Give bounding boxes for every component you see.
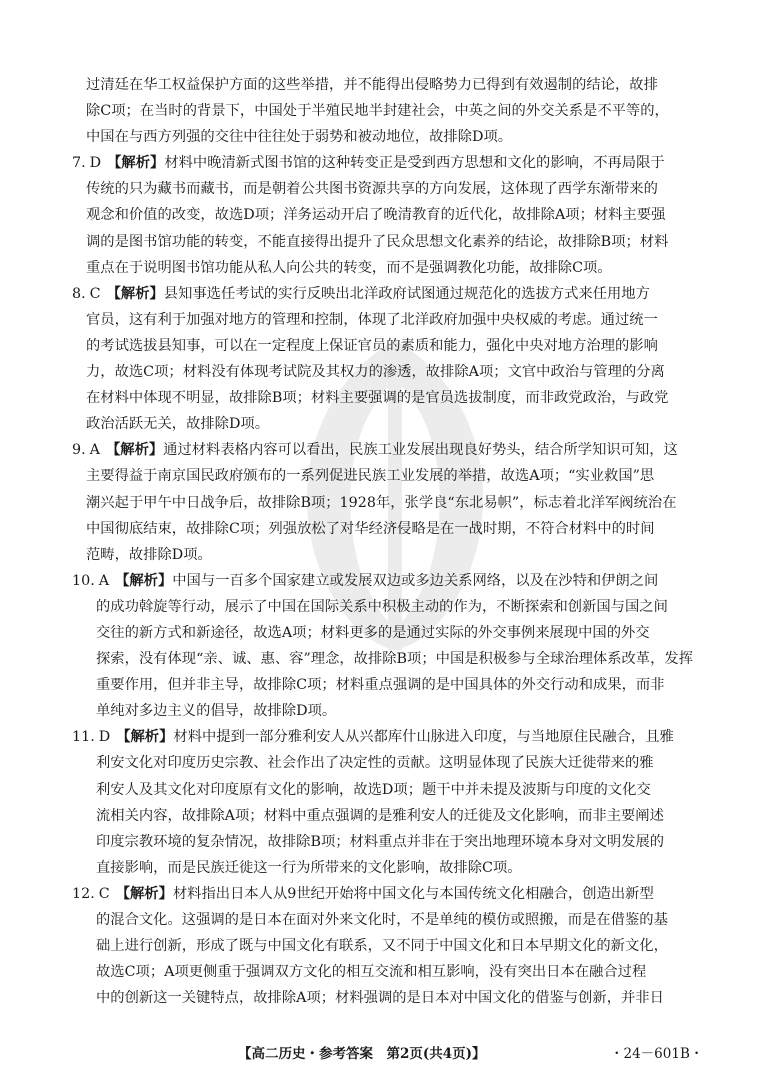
answer-line: 交往的新方式和新途径，故选A项；材料更多的是通过实际的外交事例来展现中国的外交 xyxy=(96,624,650,641)
question-number: 8. xyxy=(72,285,86,302)
answer-line: 中国彻底结束，故排除C项；列强放松了对华经济侵略是在一战时期，不符合材料中的时间 xyxy=(86,520,655,537)
answer-items xyxy=(72,150,708,1011)
answer-text: 县知事选任考试的实行反映出北洋政府试图通过规范化的选拔方式来任用地方 xyxy=(163,285,650,302)
analysis-tag: 【解析】 xyxy=(105,442,164,459)
answer-letter: D xyxy=(89,155,102,172)
question-number: 11. xyxy=(72,729,95,746)
intro-line: 除C项；在当时的背景下，中国处于半殖民地半封建社会，中英之间的外交关系是不平等的， xyxy=(86,103,669,120)
answer-item xyxy=(72,724,708,881)
intro-line: 中国在与西方列强的交往中往往处于弱势和被动地位，故排除D项。 xyxy=(86,129,513,146)
answer-line: 官员，这有利于加强对地方的管理和控制，体现了北洋政府加强中央权威的考虑。通过统一 xyxy=(86,311,658,328)
answer-line: 利安文化对印度历史宗教、社会作出了决定性的贡献。这明显体现了民族大迁徙带来的雅 xyxy=(96,755,654,772)
answer-line: 力，故选C项；材料没有体现考试院及其权力的渗透，故排除A项；文官中政治与管理的分离 xyxy=(86,364,665,381)
answer-line: 利安人及其文化对印度原有文化的影响，故选D项；题干中并未提及波斯与印度的文化交 xyxy=(96,781,651,798)
answer-letter: C xyxy=(89,285,101,302)
intro-line: 过清廷在华工权益保护方面的这些举措，并不能得出侵略势力已得到有效遏制的结论，故排 xyxy=(86,77,658,93)
page-footer xyxy=(0,1042,764,1062)
answer-line: 传统的只为藏书而藏书，而是朝着公共图书资源共享的方向发展，这体现了西学东渐带来的 xyxy=(86,181,658,198)
answer-letter: A xyxy=(98,572,110,589)
answer-line: 在材料中体现不明显，故排除B项；材料主要强调的是官员选拔制度，而非政党政治，与政党 xyxy=(86,390,669,407)
answer-line: 潮兴起于甲午中日战争后，故排除B项；1928年，张学良“东北易帜”，标志着北洋军阀统治在 xyxy=(86,494,677,511)
answer-line: 重点在于说明图书馆功能从私人向公共的转变，而不是强调教化功能，故排除C项。 xyxy=(86,259,612,276)
answer-line: 故选C项；A项更侧重于强调双方文化的相互交流和相互影响，没有突出日本在融合过程 xyxy=(96,964,647,981)
analysis-tag: 【解析】 xyxy=(107,155,165,172)
answer-line: 流相关内容，故排除A项；材料中重点强调的是雅利安人的迁徙及文化影响，而非主要阐述 xyxy=(96,807,664,824)
analysis-tag: 【解析】 xyxy=(115,885,173,902)
analysis-tag: 【解析】 xyxy=(106,285,164,302)
answer-line: 单纯对多边主义的倡导，故排除D项。 xyxy=(96,703,337,720)
answer-line: 政治活跃无关，故排除D项。 xyxy=(86,416,270,433)
question-number: 10. xyxy=(72,572,95,589)
answer-first-line xyxy=(72,437,708,463)
answer-first-line xyxy=(72,150,708,176)
analysis-tag: 【解析】 xyxy=(115,572,173,589)
answer-line: 的混合文化。这强调的是日本在面对外来文化时，不是单纯的模仿或照搬，而是在借鉴的基 xyxy=(96,912,668,928)
answer-line: 础上进行创新，形成了既与中国文化有联系，又不同于中国文化和日本早期文化的新文化， xyxy=(96,938,668,955)
question-number: 7. xyxy=(72,155,86,172)
answer-first-line xyxy=(72,881,708,907)
answer-text: 材料中提到一部分雅利安人从兴都库什山脉进入印度，与当地原住民融合，且雅 xyxy=(173,729,674,746)
answer-first-line xyxy=(72,724,708,750)
answer-text: 材料中晚清新式图书馆的这种转变正是受到西方思想和文化的影响，不再局限于 xyxy=(164,155,665,172)
answer-line: 范畴，故排除D项。 xyxy=(86,546,212,563)
answer-line: 的考试选拔县知事，可以在一定程度上保证官员的素质和能力，强化中央对地方治理的影响 xyxy=(86,337,658,354)
answer-item xyxy=(72,568,708,725)
answer-line: 印度宗教环境的复杂情况，故排除B项；材料重点并非在于突出地理环境本身对文明发展的 xyxy=(96,833,665,850)
answer-line: 主要得益于南京国民政府颁布的一系列促进民族工业发展的举措，故选A项；“实业救国”思 xyxy=(86,468,655,485)
answer-line: 探索，没有体现“亲、诚、惠、容”理念，故排除B项；中国是积极参与全球治理体系改革，发挥 xyxy=(96,651,693,668)
answer-letter: A xyxy=(89,442,100,459)
question-number: 9. xyxy=(72,442,86,459)
answer-item xyxy=(72,881,708,1011)
answer-line: 直接影响，而是民族迁徙这一行为所带来的文化影响，故排除C项。 xyxy=(96,859,522,876)
footer-code: ・24－601B・ xyxy=(610,1046,704,1062)
answer-letter: D xyxy=(98,729,111,746)
answer-line: 调的是图书馆功能的转变，不能直接得出提升了民众思想文化素养的结论，故排除B项；材料 xyxy=(86,233,669,250)
analysis-tag: 【解析】 xyxy=(116,729,174,746)
answer-line: 观念和价值的改变，故选D项；洋务运动开启了晚清教育的近代化，故排除A项；材料主要强 xyxy=(86,207,666,224)
intro-paragraph xyxy=(72,72,708,150)
answer-content xyxy=(72,72,708,1011)
answer-text: 通过材料表格内容可以看出，民族工业发展出现良好势头，结合所学知识可知，这 xyxy=(163,442,678,459)
question-number: 12. xyxy=(72,885,95,902)
answer-line: 中的创新这一关键特点，故排除A项；材料强调的是日本对中国文化的借鉴与创新，并非日 xyxy=(96,990,664,1007)
answer-line: 的成功斡旋等行动，展示了中国在国际关系中积极主动的作为，不断探索和创新国与国之间 xyxy=(96,598,668,615)
footer-title: 【高二历史・参考答案 第2页(共4页)】 xyxy=(238,1046,486,1062)
answer-letter: C xyxy=(98,885,110,902)
answer-item xyxy=(72,281,708,438)
answer-line: 重要作用，但并非主导，故排除C项；材料重点强调的是中国具体的外交行动和成果，而非 xyxy=(96,677,665,694)
answer-first-line xyxy=(72,568,708,594)
answer-item xyxy=(72,437,708,567)
answer-text: 中国与一百多个国家建立或发展双边或多边关系网络，以及在沙特和伊朗之间 xyxy=(172,572,659,589)
answer-text: 材料指出日本人从9世纪开始将中国文化与本国传统文化相融合，创造出新型 xyxy=(172,885,654,902)
answer-item xyxy=(72,150,708,280)
answer-first-line xyxy=(72,281,708,307)
